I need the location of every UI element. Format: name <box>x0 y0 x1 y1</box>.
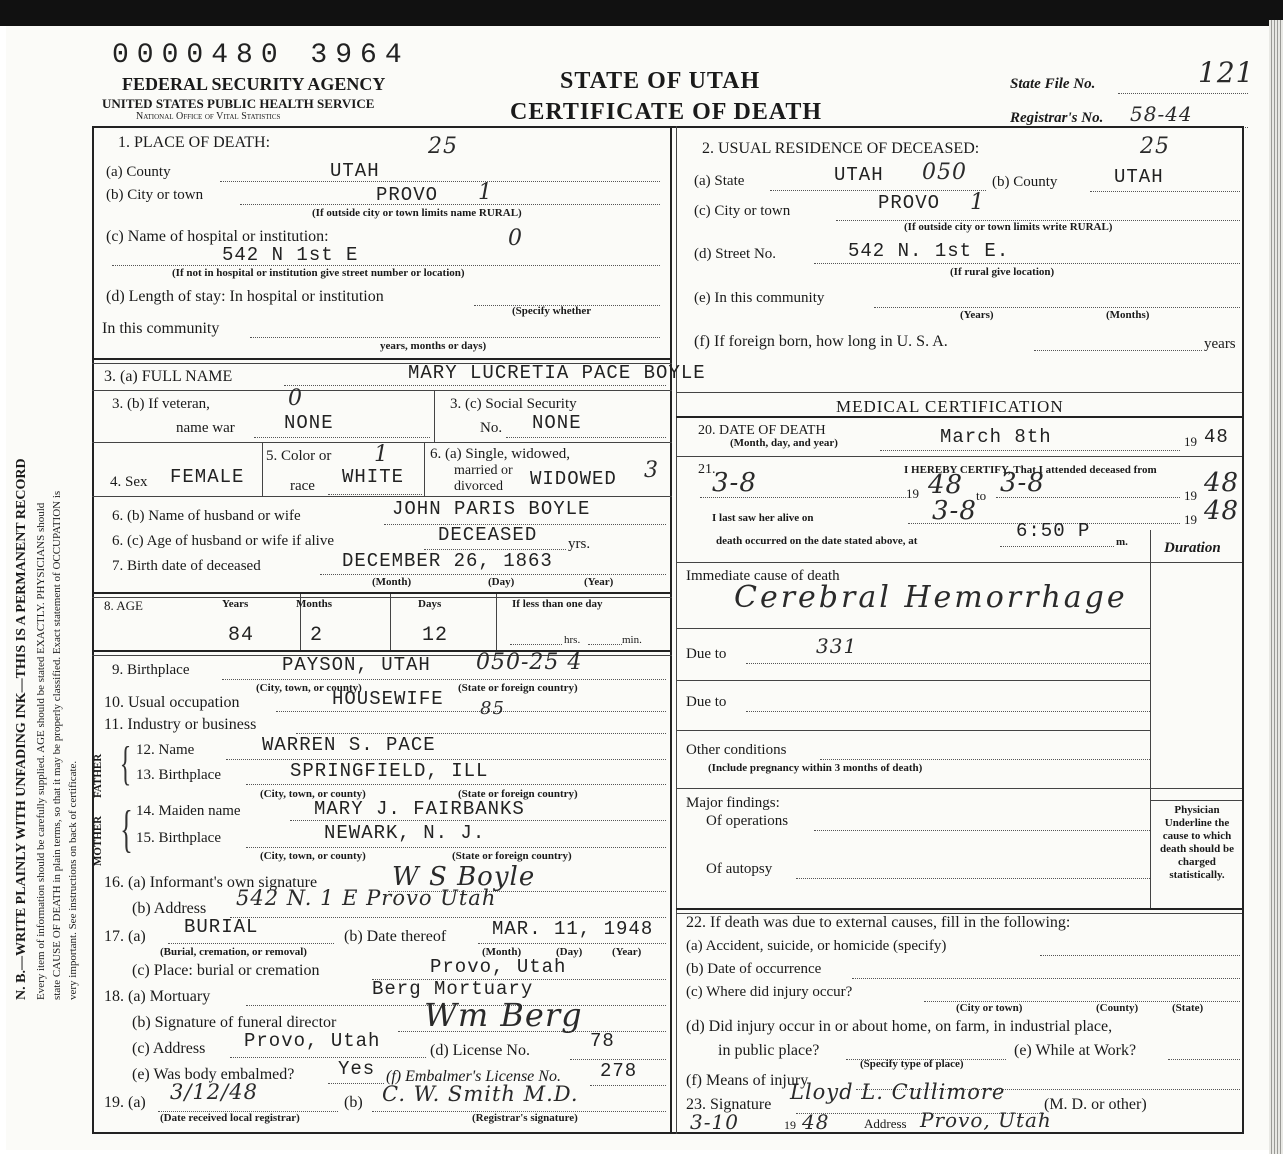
father-brace: { <box>119 737 132 790</box>
where-state-note: (State) <box>1172 1002 1204 1014</box>
burial-value: BURIAL <box>184 916 259 938</box>
residence-street-value: 542 N. 1st E. <box>848 240 1010 262</box>
full-name-label: 3. (a) FULL NAME <box>104 368 233 385</box>
side-note-2: Every item of information should be carefully supplied. AGE should be stated EXACTLY. PHYSICIANS should <box>35 502 47 1000</box>
marital-label-2: married or <box>454 463 513 478</box>
veteran-mark: 0 <box>288 386 303 411</box>
state-file-value: 121 <box>1198 56 1255 89</box>
sex-label: 4. Sex <box>110 474 148 490</box>
age-days-value: 12 <box>422 624 449 647</box>
residence-city-label: (c) City or town <box>694 203 791 219</box>
office-name: National Office of Vital Statistics <box>136 111 281 122</box>
burial-place-label: (c) Place: burial or cremation <box>132 962 320 979</box>
age-months-label: Months <box>296 598 333 610</box>
hrs-label: hrs. <box>564 634 581 646</box>
accident-label: (a) Accident, suicide, or homicide (specify) <box>686 938 947 954</box>
director-label: (b) Signature of funeral director <box>132 1014 337 1031</box>
birth-label: 7. Birth date of deceased <box>112 558 261 574</box>
specify-note: (Specify type of place) <box>860 1058 964 1070</box>
mortuary-address-label: (c) Address <box>132 1040 206 1057</box>
industry-label: 11. Industry or business <box>104 716 257 733</box>
ssn-value: NONE <box>532 412 582 434</box>
certificate-title: CERTIFICATE OF DEATH <box>510 99 823 125</box>
frame-top <box>92 126 1244 128</box>
frame-left <box>92 126 94 1134</box>
embalmer-label: (f) Embalmer's License No. <box>386 1068 561 1085</box>
mother-name-label: 14. Maiden name <box>136 803 241 819</box>
place-city-label: (b) City or town <box>106 187 204 203</box>
other-conditions-note: (Include pregnancy within 3 months of death) <box>708 762 923 774</box>
to-year-value: 48 <box>1204 468 1240 498</box>
residence-months-note: (Months) <box>1106 309 1150 321</box>
certify-text: I HEREBY CERTIFY, That I attended deceased from <box>904 464 1157 476</box>
state-file-label: State File No. <box>1010 76 1096 92</box>
side-note-4: very important. See instructions on back of certificate. <box>67 760 79 1000</box>
race-label: race <box>290 478 315 494</box>
sep-age-bottom <box>92 650 672 652</box>
age-years-label: Years <box>222 598 249 610</box>
sep-left-1 <box>92 358 672 360</box>
signature-year: 48 <box>802 1110 830 1134</box>
place-stay-note: (Specify whether <box>512 305 592 317</box>
place-community-note: years, months or days) <box>380 340 487 352</box>
death-year-value: 48 <box>1204 426 1229 448</box>
age-years-value: 84 <box>228 624 255 647</box>
frame-middle-inner <box>676 126 677 1134</box>
father-birth-note-1: (City, town, or county) <box>260 788 366 800</box>
death-time-suffix: m. <box>1116 536 1128 548</box>
residence-street-label: (d) Street No. <box>694 246 777 262</box>
to-date-value: 3-8 <box>1000 468 1045 498</box>
signature-year-prefix: 19 <box>784 1118 796 1132</box>
death-year-prefix: 19 <box>1184 434 1197 449</box>
spouse-age-label: 6. (c) Age of husband or wife if alive <box>112 533 335 549</box>
death-date-label: 20. DATE OF DEATH <box>698 423 826 438</box>
registrar-label: Registrar's No. <box>1010 110 1104 126</box>
age-months-value: 2 <box>310 624 324 647</box>
side-note-3: state CAUSE OF DEATH in plain terms, so that it may be properly classified. Exact statement of OCCUPATION is <box>51 490 63 1000</box>
medical-heading: MEDICAL CERTIFICATION <box>836 397 1064 416</box>
father-label: FATHER <box>92 753 104 798</box>
service-name: UNITED STATES PUBLIC HEALTH SERVICE <box>102 96 375 111</box>
state-title: STATE OF UTAH <box>560 68 761 94</box>
work-label: (e) While at Work? <box>1014 1042 1137 1059</box>
full-name-value: MARY LUCRETIA PACE BOYLE <box>408 362 706 384</box>
spouse-age-value: DECEASED <box>438 524 538 546</box>
place-community-label: In this community <box>102 320 220 337</box>
place-hospital-mark: 0 <box>508 226 523 251</box>
occupation-value: HOUSEWIFE <box>332 688 444 710</box>
mortuary-label: 18. (a) Mortuary <box>104 988 211 1005</box>
mother-name-value: MARY J. FAIRBANKS <box>314 798 525 820</box>
immediate-cause-label: Immediate cause of death <box>686 568 840 584</box>
birth-month-note: (Month) <box>372 576 412 588</box>
marital-value: WIDOWED <box>530 468 617 490</box>
due-to-label-2: Due to <box>686 694 727 710</box>
burial-date-month: (Month) <box>482 946 522 958</box>
certify-number: 21. <box>698 462 716 477</box>
signature-date: 3-10 <box>690 1110 739 1134</box>
residence-state-label: (a) State <box>694 173 745 189</box>
marital-label-1: 6. (a) Single, widowed, <box>430 446 570 462</box>
burial-place-value: Provo, Utah <box>430 956 567 978</box>
birthplace-code: 050-25 4 <box>476 650 583 675</box>
from-year-prefix: 19 <box>906 486 919 501</box>
birthplace-note-1: (City, town, or county) <box>256 682 362 694</box>
mother-brace: { <box>120 801 133 858</box>
other-conditions-label: Other conditions <box>686 742 787 758</box>
where-county-note: (County) <box>1096 1002 1139 1014</box>
burial-date-value: MAR. 11, 1948 <box>492 918 654 940</box>
burial-date-label: (b) Date thereof <box>344 928 447 945</box>
age-label: 8. AGE <box>104 598 143 613</box>
sep-right-1 <box>676 392 1242 393</box>
license-value: 78 <box>590 1030 615 1052</box>
saw-year-prefix: 19 <box>1184 512 1197 527</box>
license-label: (d) License No. <box>430 1042 530 1059</box>
immediate-cause-code: 331 <box>816 634 858 658</box>
sig-address-value: Provo, Utah <box>920 1108 1052 1132</box>
death-time-value: 6:50 P <box>1016 520 1091 542</box>
mortuary-value: Berg Mortuary <box>372 978 534 1000</box>
place-hospital-value: 542 N 1st E <box>222 244 359 266</box>
race-value: WHITE <box>342 466 405 488</box>
embalmed-label: (e) Was body embalmed? <box>132 1066 295 1083</box>
registrar-sig-note: (Registrar's signature) <box>472 1112 578 1124</box>
spouse-value: JOHN PARIS BOYLE <box>392 498 591 520</box>
signature-label: 23. Signature <box>686 1096 772 1113</box>
means-label: (f) Means of injury <box>686 1072 809 1089</box>
father-birth-label: 13. Birthplace <box>136 767 221 783</box>
place-city-note: (If outside city or town limits name RURAL) <box>312 207 522 219</box>
operations-label: Of operations <box>706 813 789 829</box>
father-name-label: 12. Name <box>136 742 195 758</box>
residence-state-code: 050 <box>922 160 967 185</box>
residence-foreign-years: years <box>1204 336 1236 352</box>
informant-address-value: 542 N. 1 E Provo Utah <box>236 886 497 910</box>
residence-county-label: (b) County <box>992 174 1058 190</box>
burial-date-year: (Year) <box>612 946 642 958</box>
duration-label: Duration <box>1164 540 1221 556</box>
residence-county-value: UTAH <box>1114 166 1164 188</box>
veteran-label: 3. (b) If veteran, <box>112 396 210 412</box>
mother-birth-label: 15. Birthplace <box>136 830 221 846</box>
sep-external <box>676 908 1242 910</box>
physician-signature: Lloyd L. Cullimore <box>790 1080 1006 1104</box>
from-year-value: 48 <box>928 470 964 500</box>
mother-birth-note-2: (State or foreign country) <box>452 850 572 862</box>
frame-bottom <box>92 1132 1244 1134</box>
burial-note: (Burial, cremation, or removal) <box>160 946 307 958</box>
received-value: 3/12/48 <box>170 1080 258 1104</box>
residence-years-note: (Years) <box>960 309 994 321</box>
birthplace-note-2: (State or foreign country) <box>458 682 578 694</box>
war-label: name war <box>176 420 235 436</box>
birth-day-note: (Day) <box>488 576 515 588</box>
marital-code: 3 <box>644 458 659 483</box>
residence-street-note: (If rural give location) <box>950 266 1055 278</box>
residence-heading: 2. USUAL RESIDENCE OF DECEASED: <box>702 140 980 157</box>
public-label: in public place? <box>718 1042 820 1059</box>
occurrence-label: (b) Date of occurrence <box>686 961 822 977</box>
autopsy-label: Of autopsy <box>706 861 773 877</box>
external-label: 22. If death was due to external causes, fill in the following: <box>686 914 1071 931</box>
war-value: NONE <box>284 412 334 434</box>
place-stay-label: (d) Length of stay: In hospital or institution <box>106 288 384 305</box>
burial-label: 17. (a) <box>104 928 146 945</box>
informant-address-label: (b) Address <box>132 900 207 917</box>
received-note: (Date received local registrar) <box>160 1112 300 1124</box>
residence-community-label: (e) In this community <box>694 290 825 306</box>
signature-suffix: (M. D. or other) <box>1044 1096 1147 1113</box>
informant-sig-value: W S Boyle <box>392 862 536 892</box>
place-county-value: UTAH <box>330 160 380 182</box>
place-hospital-note: (If not in hospital or institution give street number or location) <box>172 267 465 279</box>
document-number: 0000480 3964 <box>112 40 410 71</box>
occurred-text: death occurred on the date stated above, at <box>716 535 918 547</box>
state-file-line <box>1118 93 1248 94</box>
registrar-value: 58-44 <box>1130 102 1193 126</box>
mother-birth-note-1: (City, town, or county) <box>260 850 366 862</box>
father-birth-note-2: (State or foreign country) <box>458 788 578 800</box>
death-date-value: March 8th <box>940 426 1052 448</box>
frame-right <box>1242 126 1244 1134</box>
residence-city-mark: 1 <box>970 190 985 215</box>
scan-top-edge <box>0 0 1283 26</box>
home-label: (d) Did injury occur in or about home, on farm, in industrial place, <box>686 1018 1113 1035</box>
spouse-age-unit: yrs. <box>568 536 591 552</box>
side-note-main: N. B.—WRITE PLAINLY WITH UNFADING INK—THIS IS A PERMANENT RECORD <box>14 458 29 1000</box>
place-city-value: PROVO <box>376 184 439 206</box>
birth-year-note: (Year) <box>584 576 614 588</box>
sep-sex <box>92 496 672 497</box>
immediate-cause-value: Cerebral Hemorrhage <box>734 580 1128 615</box>
major-findings-label: Major findings: <box>686 795 780 811</box>
duration-column-line <box>1150 530 1151 910</box>
place-heading: 1. PLACE OF DEATH: <box>118 134 271 151</box>
race-mark: 1 <box>374 442 389 467</box>
sig-address-label: Address <box>864 1116 907 1131</box>
occupation-label: 10. Usual occupation <box>104 694 240 711</box>
to-label: to <box>976 488 987 503</box>
mother-label: MOTHER <box>92 815 104 866</box>
death-date-note: (Month, day, and year) <box>730 437 838 449</box>
father-name-value: WARREN S. PACE <box>262 734 436 756</box>
spouse-label: 6. (b) Name of husband or wife <box>112 508 301 524</box>
where-city-note: (City or town) <box>956 1002 1023 1014</box>
ssn-no-label: No. <box>480 420 503 436</box>
place-hospital-label: (c) Name of hospital or institution: <box>106 228 329 245</box>
birth-value: DECEMBER 26, 1863 <box>342 550 553 572</box>
mother-birth-value: NEWARK, N. J. <box>324 822 486 844</box>
color-label: 5. Color or <box>266 448 332 464</box>
birthplace-value: PAYSON, UTAH <box>282 654 431 676</box>
place-city-mark: 1 <box>478 180 493 205</box>
father-birth-value: SPRINGFIELD, ILL <box>290 760 489 782</box>
residence-city-note: (If outside city or town limits write RURAL) <box>904 221 1113 233</box>
saw-date-value: 3-8 <box>932 496 977 526</box>
age-days-label: Days <box>418 598 442 610</box>
age-under-label: If less than one day <box>512 598 603 610</box>
where-label: (c) Where did injury occur? <box>686 984 853 1000</box>
min-label: min. <box>622 634 642 646</box>
sep-age-top <box>92 592 672 594</box>
registrar-signature: C. W. Smith M.D. <box>382 1082 579 1106</box>
frame-middle <box>670 126 672 1134</box>
ssn-label: 3. (c) Social Security <box>450 396 577 412</box>
paper-stack-edge <box>1269 20 1283 1154</box>
due-to-label-1: Due to <box>686 646 727 662</box>
sep-name <box>92 390 672 391</box>
saw-year-value: 48 <box>1204 496 1240 526</box>
occupation-code: 85 <box>480 698 505 719</box>
place-county-code: 25 <box>428 134 458 159</box>
embalmer-value: 278 <box>600 1060 638 1082</box>
saw-text: I last saw her alive on <box>712 512 814 524</box>
agency-name: FEDERAL SECURITY AGENCY <box>122 74 386 94</box>
registrar-sig-label: (b) <box>344 1094 363 1111</box>
director-signature: Wm Berg <box>424 996 583 1034</box>
residence-foreign-label: (f) If foreign born, how long in U. S. A. <box>694 333 948 350</box>
birthplace-label: 9. Birthplace <box>112 662 190 678</box>
place-county-label: (a) County <box>106 164 171 180</box>
residence-county-code: 25 <box>1140 134 1170 159</box>
received-label: 19. (a) <box>104 1094 146 1111</box>
residence-city-value: PROVO <box>878 192 941 214</box>
informant-sig-label: 16. (a) Informant's own signature <box>104 874 318 891</box>
mortuary-address-value: Provo, Utah <box>244 1030 381 1052</box>
burial-date-day: (Day) <box>556 946 583 958</box>
embalmed-value: Yes <box>338 1058 376 1080</box>
sex-value: FEMALE <box>170 466 245 488</box>
to-year-prefix: 19 <box>1184 488 1197 503</box>
marital-label-3: divorced <box>454 479 503 494</box>
residence-state-value: UTAH <box>834 164 884 186</box>
physician-note: Physician Underline the cause to which death should be charged statistically. <box>1160 804 1234 881</box>
from-date-value: 3-8 <box>712 468 757 498</box>
